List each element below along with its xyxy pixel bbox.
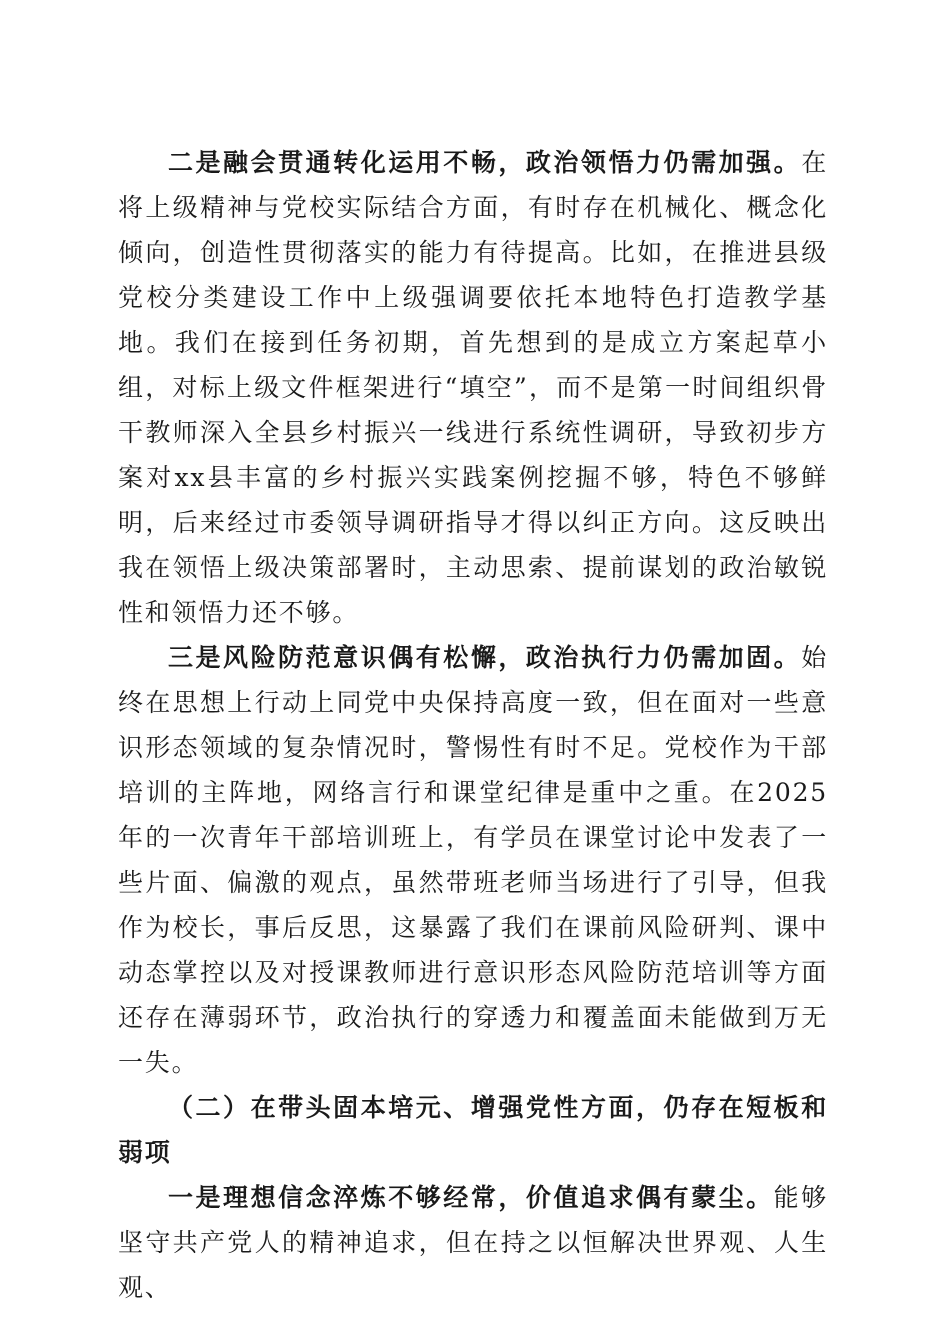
paragraph-lead: 一是理想信念淬炼不够经常，价值追求偶有蒙尘。: [168, 1183, 774, 1212]
section-heading: （二）在带头固本培元、增强党性方面，仍存在短板和弱项: [118, 1093, 828, 1167]
paragraph-text: 始终在思想上行动上同党中央保持高度一致，但在面对一些意识形态领域的复杂情况时，警惕性有时不足。党校作为干部培训的主阵地，网络言行和课堂纪律是重中之重。在2025年的一次青年干部培训班上，有学员在课堂讨论中发表了一些片面、偏激的观点，虽然带班老师当场进行了引导，但我作为校长，事后反思，这暴露了我们在课前风险研判、课中动态掌控以及对授课教师进行意识形态风险防范培训等方面还存在薄弱环节，政治执行的穿透力和覆盖面未能做到万无一失。: [118, 643, 828, 1077]
paragraph-political-understanding: [118, 140, 828, 635]
paragraph-text: 能够坚守共产党人的精神追求，但在持之以恒解决世界观、人生观、: [118, 1183, 828, 1302]
paragraph-lead: 三是风险防范意识偶有松懈，政治执行力仍需加固。: [168, 643, 802, 672]
paragraph-text: 在将上级精神与党校实际结合方面，有时存在机械化、概念化倾向，创造性贯彻落实的能力有待提高。比如，在推进县级党校分类建设工作中上级强调要依托本地特色打造教学基地。我们在接到任务初期，首先想到的是成立方案起草小组，对标上级文件框架进行“填空”，而不是第一时间组织骨干教师深入全县乡村振兴一线进行系统性调研，导致初步方案对xx县丰富的乡村振兴实践案例挖掘不够，特色不够鲜明，后来经过市委领导调研指导才得以纠正方向。这反映出我在领悟上级决策部署时，主动思索、提前谋划的政治敏锐性和领悟力还不够。: [118, 148, 828, 627]
document-body: [118, 140, 828, 1310]
paragraph-risk-prevention: [118, 635, 828, 1085]
paragraph-ideals-beliefs: [118, 1175, 828, 1310]
paragraph-lead: 二是融会贯通转化运用不畅，政治领悟力仍需加强。: [168, 148, 802, 177]
